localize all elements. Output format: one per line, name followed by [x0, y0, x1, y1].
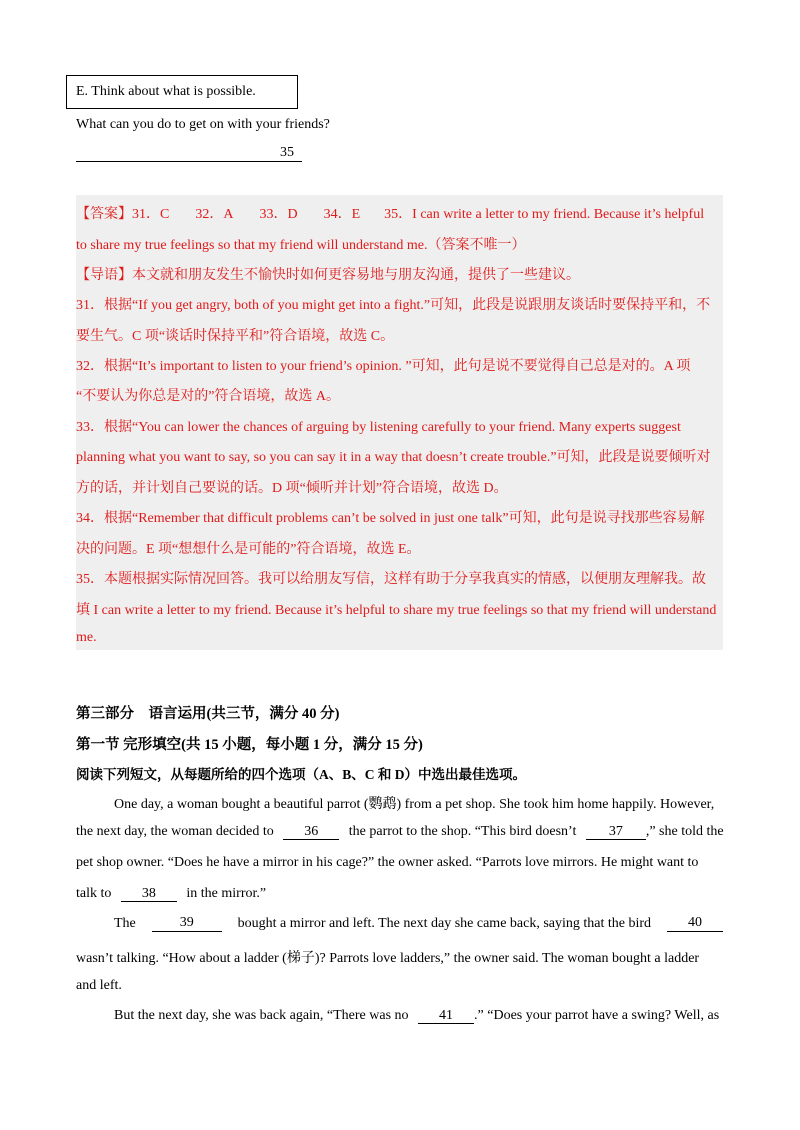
text: the parrot to the shop. “This bird doesn’t [348, 824, 577, 839]
answer-33: 33．D [259, 207, 298, 222]
explain-31-b: 要生气。C 项“谈话时保持平和”符合语境，故选 C。 [76, 329, 395, 344]
answer-line-2: to share my true feelings so that my friend will understand me.（答案不唯一） [76, 238, 526, 253]
option-e-box: E. Think about what is possible. [66, 75, 298, 109]
text: talk to [76, 886, 112, 901]
text: But the next day, she was back again, “There was no [114, 1008, 409, 1023]
passage-p2-line2: wasn’t talking. “How about a ladder (梯子)? Parrots love ladders,” the owner said. The woman bought a ladder [76, 951, 700, 966]
blank-number: 35 [280, 145, 294, 160]
explain-35-a: 35．本题根据实际情况回答。我可以给朋友写信，这样有助于分享我真实的情感，以便朋友理解我。故 [76, 572, 706, 587]
answer-line-1 [76, 203, 704, 223]
text: the next day, the woman decided to [76, 824, 274, 839]
explain-32-a: 32．根据“It’s important to listen to your friend’s opinion. ”可知，此句是说不要觉得自己总是对的。A 项 [76, 359, 691, 374]
explain-31-a: 31．根据“If you get angry, both of you might get into a fight.”可知，此段是说跟朋友谈话时要保持平和，不 [76, 298, 711, 313]
explain-34-b: 决的问题。E 项“想想什么是可能的”符合语境，故选 E。 [76, 542, 421, 557]
passage-p1-line4 [76, 886, 723, 902]
answer-34: 34．E [323, 207, 361, 222]
passage-p3-line1 [114, 1008, 723, 1024]
explain-33-b: planning what you want to say, so you can say it in a way that doesn’t create trouble.”可知，此段是说要倾听对 [76, 450, 711, 465]
answer-label: 【答案】 [76, 207, 132, 222]
passage-p2-line3: and left. [76, 978, 122, 993]
passage-p1-line1: One day, a woman bought a beautiful parrot (鹦鹉) from a pet shop. She took him home happily. However, [114, 797, 715, 812]
text: .” “Does your parrot have a swing? Well, as [474, 1008, 720, 1023]
blank-38[interactable]: 38 [121, 887, 177, 902]
instruction-text: 阅读下列短文，从每题所给的四个选项（A、B、C 和 D）中选出最佳选项。 [76, 767, 527, 782]
guide-text: 【导语】本文就和朋友发生不愉快时如何更容易地与朋友沟通，提供了一些建议。 [76, 268, 580, 283]
explain-35-b: 填 I can write a letter to my friend. Because it’s helpful to share my true feelings so that my friend will understand [76, 603, 717, 618]
blank-37[interactable]: 37 [586, 825, 646, 840]
text: The [114, 916, 136, 931]
part3-heading: 第三部分 语言运用(共三节，满分 40 分) [76, 706, 340, 722]
text: in the mirror.” [186, 886, 267, 901]
blank-40[interactable]: 40 [667, 916, 723, 932]
answer-35: 35．I can write a letter to my friend. Because it’s helpful [384, 207, 705, 222]
question-text: What can you do to get on with your friends? [76, 117, 330, 132]
section1-heading: 第一节 完形填空(共 15 小题，每小题 1 分，满分 15 分) [76, 737, 423, 753]
text: bought a mirror and left. The next day she came back, saying that the bird [237, 916, 652, 931]
explain-33-c: 方的话，并计划自己要说的话。D 项“倾听并计划”符合语境，故选 D。 [76, 481, 508, 496]
explain-32-b: “不要认为你总是对的”符合语境，故选 A。 [76, 389, 341, 404]
passage-p1-line3: pet shop owner. “Does he have a mirror in his cage?” the owner asked. “Parrots love mirrors. He might want to [76, 855, 699, 870]
answer-32: 32．A [195, 207, 234, 222]
passage-p1-line2 [76, 824, 723, 840]
blank-36[interactable]: 36 [283, 825, 339, 840]
blank-39[interactable]: 39 [152, 916, 222, 932]
explain-34-a: 34．根据“Remember that difficult problems can’t be solved in just one talk”可知，此句是说寻找那些容易解 [76, 511, 705, 526]
explain-33-a: 33．根据“You can lower the chances of arguing by listening carefully to your friend. Many experts suggest [76, 420, 681, 435]
answer-blank-35 [76, 145, 302, 162]
text: ,” she told the [645, 824, 724, 839]
explain-35-c: me. [76, 630, 97, 645]
answer-31: 31．C [132, 207, 170, 222]
blank-41[interactable]: 41 [418, 1009, 474, 1024]
passage-p2-line1 [114, 916, 723, 932]
